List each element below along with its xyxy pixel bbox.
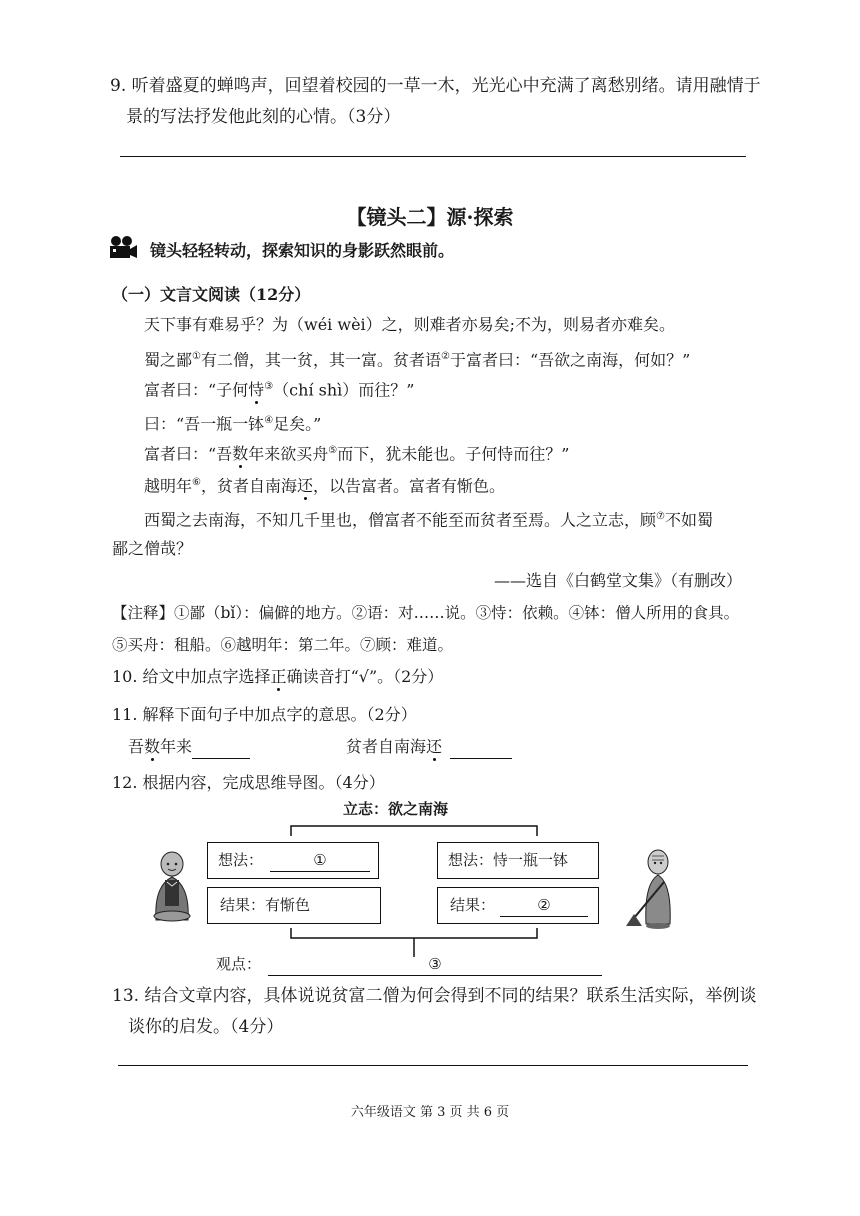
passage-line-2: 蜀之鄙①有二僧，其一贫，其一富。贫者语②于富者曰：“吾欲之南海，何如？” [144, 350, 691, 370]
question-12: 12. 根据内容，完成思维导图。（4分） [112, 773, 385, 792]
dotted-char: 数 [144, 737, 161, 756]
view-blank[interactable]: ③ [268, 953, 602, 976]
view-label: 观点： [216, 955, 262, 973]
passage-line-4: 曰：“吾一瓶一钵④足矣。” [144, 414, 322, 434]
mindmap-box-left-idea [207, 842, 379, 879]
passage-line-3: 富者曰：“子何恃③（chí shì）而往？” [144, 380, 415, 400]
notes-line-1: 【注释】①鄙（bǐ）：偏僻的地方。②语：对……说。③恃：依赖。④钵：僧人所用的食具。 [112, 604, 740, 622]
mindmap-box-right-result [437, 887, 599, 924]
mindmap-box-right-idea [437, 842, 599, 879]
dotted-char: 还 [426, 737, 443, 756]
passage-line-8: 鄙之僧哉？ [112, 539, 193, 558]
left-idea-label: 想法： [218, 851, 264, 869]
question-9-line1: 9. 听着盛夏的蝉鸣声，回望着校园的一草一木，光光心中充满了离愁别绪。请用融情于 [110, 76, 761, 96]
section-title: 【镜头二】源·探索 [346, 205, 514, 229]
reading-heading: （一）文言文阅读（12分） [112, 285, 311, 304]
dotted-char: 数 [232, 444, 249, 464]
passage-line-6: 越明年⑥，贫者自南海还，以告富者。富者有惭色。 [144, 476, 506, 496]
question-13-line2: 谈你的启发。（4分） [128, 1017, 284, 1037]
page-footer: 六年级语文 第 3 页 共 6 页 [350, 1105, 510, 1120]
poor-monk-illustration [624, 848, 682, 930]
right-result-label: 结果： [450, 896, 496, 914]
right-result-blank[interactable]: ② [500, 894, 588, 917]
passage-source: ——选自《白鹤堂文集》（有删改） [493, 571, 742, 590]
q11-item-2: 贫者自南海还 [346, 736, 512, 759]
q11-item-1: 吾数年来 [128, 736, 250, 759]
question-11: 11. 解释下面句子中加点字的意思。（2分） [112, 705, 417, 724]
dotted-char: 还 [297, 476, 314, 496]
question-13-line1: 13. 结合文章内容，具体说说贫富二僧为何会得到不同的结果？联系生活实际，举例谈 [112, 986, 757, 1006]
left-idea-blank[interactable]: ① [270, 849, 370, 872]
passage-line-5: 富者曰：“吾数年来欲买舟⑤而下，犹未能也。子何恃而往？” [144, 444, 570, 464]
passage-line-7: 西蜀之去南海，不知几千里也，僧富者不能至而贫者至焉。人之立志，顾⑦不如蜀 [144, 510, 713, 530]
notes-line-2: ⑤买舟：租船。⑥越明年：第二年。⑦顾：难道。 [112, 636, 454, 654]
question-10: 10. 给文中加点字选择正确读音打“√”。（2分） [112, 667, 444, 686]
passage-line-1: 天下事有难易乎？为（wéi wèi）之，则难者亦易矣;不为，则易者亦难矣。 [144, 315, 676, 334]
section-intro: 镜头轻轻转动，探索知识的身影跃然眼前。 [150, 241, 455, 260]
left-result-text: 结果：有惭色 [220, 896, 311, 914]
mindmap-top-label: 立志：欲之南海 [343, 800, 449, 818]
right-idea-text: 想法：恃一瓶一钵 [448, 851, 569, 869]
mindmap-box-left-result [207, 887, 381, 924]
rich-monk-illustration [148, 850, 196, 922]
question-9-line2: 景的写法抒发他此刻的心情。（3分） [126, 107, 401, 127]
dotted-char: 正 [270, 667, 287, 686]
answer-line-q13 [118, 1065, 748, 1066]
dotted-char: 恃 [248, 380, 265, 400]
